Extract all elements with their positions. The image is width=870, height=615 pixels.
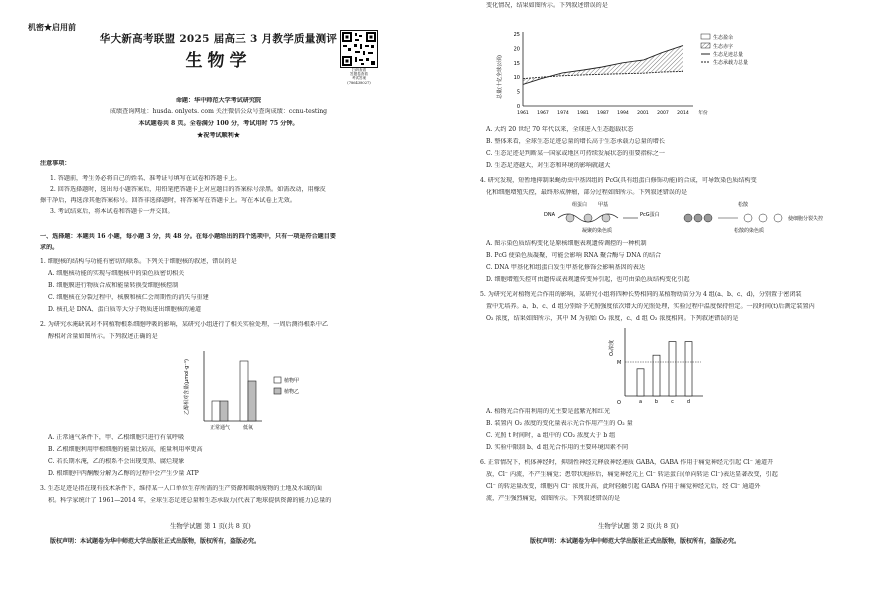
section-title-cont: 求的。 [40, 244, 59, 251]
histone-icon [694, 214, 702, 222]
subject-title: 生物学 [185, 51, 252, 71]
x-tick-label: 1974 [557, 111, 569, 116]
author-line: 命题：华中师范大学考试研究院 [175, 97, 262, 104]
q6-stem-line: Cl⁻ 的转运量改变，细胞内 Cl⁻ 浓度升高，此时轻触引起 GABA 作用于痛觉神经元后，经 Cl⁻ 通道外 [486, 483, 761, 490]
q5-stem-line2: 置中无培养。a、b、c、d 组分别给予光照强度依次增大的光照处理，实验过程中温度保持恒定。一段时间(t)后测定装置内 [486, 303, 815, 310]
confidential-label: 机密★启用前 [28, 22, 76, 32]
x-tick-label: d [686, 399, 691, 405]
diagram-label-histone: 组蛋白 [572, 202, 588, 208]
histone-icon [704, 214, 712, 222]
q2-option: A. 正常通气条件下，甲、乙根细胞只进行有氧呼吸 [48, 434, 185, 441]
reference-label: M [617, 360, 622, 366]
q1-option: B. 细胞膜进行物质合成和能量转换受细胞核控制 [48, 282, 179, 289]
q5-oxygen-chart [603, 322, 713, 408]
q5-stem-line3: O₂ 浓度，结果如图所示，其中 M 为初始 O₂ 浓度，c、d 组 O₂ 浓度相同。下列叙述错误的是 [486, 315, 739, 322]
x-tick-label: c [671, 399, 674, 405]
q5-option: B. 装置内 O₂ 浓度的变化量表示光合作用产生的 O₂ 量 [486, 420, 633, 427]
q4-option: B. PcG 使染色质凝聚，可能会影响 RNA 聚合酶与 DNA 的结合 [486, 252, 662, 259]
q3-stem-line2: 积。科学家统计了 1961—2014 年，全球生态足迹总量和生态承载力(代表了地球提供资源的能力)总量的 [48, 497, 332, 504]
qr-code-icon [340, 30, 378, 68]
x-tick-label: 1961 [517, 111, 529, 116]
y-axis-label: 总量(十亿全球公顷) [497, 55, 503, 99]
y-tick-label: 25 [513, 32, 520, 38]
copyright: 版权声明：本试题卷为华中师范大学出版社正式出版物，版权所有，盗版必究。 [530, 538, 741, 545]
y-tick-label: 20 [513, 46, 520, 53]
y-tick-label: 0 [516, 104, 520, 110]
histone-icon [744, 214, 752, 222]
page-footer: 生物学试题 第 2 页(共 8 页) [598, 522, 679, 530]
bar-c [669, 342, 676, 396]
x-tick-label: 1987 [597, 111, 609, 116]
qr-caption-line: 答题卷查看 [350, 72, 368, 77]
note-item: 3. 考试结束后，将本试卷和答题卡一并交回。 [50, 208, 174, 215]
x-tick-label: 1981 [577, 111, 589, 116]
histone-icon [602, 214, 610, 222]
q2-option: C. 若长期水淹，乙的根系不会出现变黑、腐烂现象 [48, 458, 185, 465]
deficit-area [523, 46, 683, 85]
q3-option: A. 大约 20 世纪 70 年代以来，全球进入生态超载状态 [486, 126, 634, 133]
x-tick-label: b [654, 399, 659, 405]
legend-swatch-deficit [701, 43, 710, 48]
diagram-label-dna: DNA [544, 212, 556, 218]
x-tick-label: 2001 [637, 111, 649, 116]
good-luck: ★祝考试顺利★ [197, 132, 240, 139]
q5-stem: 5. 为研究光对植物光合作用的影响，某研究小组将四种长势相同的某植物幼苗分为 4 组(a、b、c、d)，分别置于密闭装 [480, 291, 802, 298]
q4-option: D. 细胞增殖失控可由遗传或表观遗传变异引起，也可由染色质结构变化引起 [486, 276, 690, 283]
x-tick-label: 2014 [677, 111, 689, 116]
histone-icon [684, 214, 692, 222]
q4-option: C. DNA 甲基化和组蛋白发生甲基化修饰会影响基因的表达 [486, 264, 645, 271]
notes-title: 注意事项： [40, 160, 71, 167]
y-axis-label: 乙醇相对含量(μmol·g⁻¹) [184, 359, 190, 415]
diagram-label-loosened: 松散 [738, 202, 749, 208]
legend-label: 生态赤字 [713, 44, 734, 50]
q3-footprint-chart [493, 22, 783, 122]
legend-label: 生态足迹总量 [713, 52, 744, 58]
note-item: 擦干净后，再选涂其他答案标号。回答非选择题时，将答案写在答题卡上。写在本试卷上无效。 [40, 197, 296, 204]
y-tick-label: 15 [513, 60, 520, 67]
y-tick-label: 10 [513, 75, 520, 82]
q6-stem-line: 放，Cl⁻ 内流，不产生痛觉；患带状疱疹后，痛觉神经元上 Cl⁻ 转运蛋白(单向转运 Cl⁻)表达显著改变，引起 [486, 471, 778, 478]
bar-d [685, 342, 692, 396]
y-tick-label: 5 [516, 89, 520, 96]
bar-植物乙-低氧 [248, 381, 256, 421]
q4-stem-line2: 化和细胞增殖失控，最终形成肿瘤，部分过程如图所示。下列叙述错误的是 [486, 189, 688, 196]
qr-caption-line: (786438027) [347, 80, 371, 85]
legend-swatch-surplus [701, 34, 710, 39]
note-item: 2. 回答选择题时，选出每小题答案后，用铅笔把答题卡上对应题目的答案标号涂黑。如需改动，用橡皮 [50, 186, 326, 193]
x-tick-label: 低氧 [242, 425, 254, 431]
q2-option: D. 根细胞中丙酮酸分解为乙醇的过程中会产生少量 ATP [48, 470, 199, 477]
legend-label: 生态盈余 [713, 35, 734, 41]
q2-stem: 2. 为研究水淹缺氧对不同植物根系细胞呼吸的影响，某研究小组进行了相关实验处理，一周后测得根系中乙 [40, 321, 329, 328]
diagram-label-condensed: 凝聚的染色质 [582, 228, 613, 234]
diagram-label-methyl: 甲基 [598, 202, 609, 208]
diagram-label-result: 使细胞分裂失控 [788, 216, 824, 222]
diagram-label-pcg: PcG蛋白 [640, 212, 660, 218]
copyright: 版权声明：本试题卷为华中师范大学出版社正式出版物，版权所有，盗版必究。 [50, 538, 261, 545]
q1-stem: 1. 细胞核的结构与功能有密切的联系。下列关于细胞核的叙述，错误的是 [40, 258, 237, 265]
q5-option: C. 光照 t 时间时，a 组中的 CO₂ 浓度大于 b 组 [486, 432, 616, 439]
y-axis-label: O₂浓度 [609, 340, 615, 356]
bar-植物甲-低氧 [240, 361, 248, 421]
query-line: 成绩查询网址：husda. onlyets. com 关注微信公众号查询成绩：ccnu-testing [109, 108, 328, 115]
legend-label: 植物乙 [284, 389, 300, 395]
x-tick-label: 2007 [657, 111, 669, 116]
q2-option: B. 乙根细胞利用甲根细胞的能量比较高，能量利用率更高 [48, 446, 203, 453]
legend-swatch-plant-a [274, 377, 281, 383]
x-tick-label: 1994 [617, 111, 629, 116]
histone-icon [566, 214, 574, 222]
q3-continuation: 变化情况，结果如图所示。下列叙述错误的是 [486, 2, 608, 9]
bar-植物乙-正常通气 [220, 401, 228, 421]
page-2 [438, 0, 870, 615]
legend-label: 生态承载力总量 [713, 60, 749, 66]
q4-stem: 4. 研究发现，短暂地抑制果蝇幼虫中基因组的 PcG(具有组蛋白修饰功能)的合成，可导致染色质结构变 [480, 177, 757, 184]
q2-stem-line2: 醇相对含量如图所示。下列叙述正确的是 [48, 333, 158, 340]
legend-label: 植物甲 [284, 378, 300, 384]
origin-label: O [617, 400, 621, 406]
q6-stem-line: 流，产生强烈痛觉，如图所示。下列叙述错误的是 [486, 495, 621, 502]
diagram-label-loose: 松散的染色质 [734, 228, 765, 234]
exam-info: 本试题卷共 8 页。全卷满分 100 分，考试用时 75 分钟。 [138, 120, 299, 127]
histone-icon [584, 214, 592, 222]
q1-option: A. 细胞核功能的实现与细胞核中的染色质密切相关 [48, 270, 185, 277]
histone-icon [759, 214, 767, 222]
section-title: 一、选择题：本题共 16 小题，每小题 3 分，共 48 分。在每小题给出的四个选项中，只有一项是符合题目要 [40, 233, 336, 240]
q3-option: D. 生态足迹越大，对生态和环境的影响就越大 [486, 162, 611, 169]
q5-option: D. 实验中限制 b、d 组光合作用的主要环境因素不同 [486, 444, 629, 451]
note-item: 1. 答题前，考生务必将自己的姓名、准考证号填写在试卷和答题卡上。 [50, 175, 241, 182]
x-tick-label: 1967 [537, 111, 549, 116]
x-tick-label: a [638, 399, 643, 405]
q6-stem: 6. 正常情况下，机体神经时，抑制性神经元释放神经递质 GABA，GABA 作用于痛觉神经元引起 Cl⁻ 通道开 [480, 459, 774, 466]
page-footer: 生物学试题 第 1 页(共 8 页) [170, 522, 251, 530]
q5-option: A. 植物光合作用利用的光主要是蓝紫光和红光 [486, 408, 611, 415]
q3-option: B. 整体来看，全球生态足迹总量的增长高于生态承载力总量的增长 [486, 138, 665, 145]
qr-caption [336, 68, 382, 85]
qr-caption-line: 考试答案 [351, 76, 367, 81]
q3-stem: 3. 生态足迹是指在现有技术条件下，维持某一人口单位生存所需的生产资源和吸纳废物的土地及水域的面 [40, 485, 322, 492]
bar-植物甲-正常通气 [212, 401, 220, 421]
qr-caption-line: 扫码查看 [351, 68, 367, 72]
x-tick-label: 年份 [698, 111, 708, 116]
q1-option: C. 细胞核在分裂过程中，核膜和核仁会周期性的消失与重建 [48, 294, 209, 301]
bar-a [637, 369, 644, 396]
bar-b [653, 355, 660, 396]
x-tick-label: 正常通气 [209, 425, 231, 431]
histone-icon [774, 214, 782, 222]
q1-option: D. 核孔是 DNA、蛋白质等大分子物质进出细胞核的通道 [48, 306, 202, 313]
exam-title: 华大新高考联盟 2025 届高三 3 月教学质量测评 [99, 33, 338, 45]
q3-option: C. 生态足迹是判断某一国家或地区可持续发展状态的重要指标之一 [486, 150, 665, 157]
legend-swatch-plant-b [274, 388, 281, 394]
q4-chromatin-diagram [538, 198, 838, 236]
q2-ethanol-chart [180, 343, 340, 433]
q4-option: A. 图示染色质结构变化是原核细胞表观遗传调控的一种机制 [486, 240, 647, 247]
